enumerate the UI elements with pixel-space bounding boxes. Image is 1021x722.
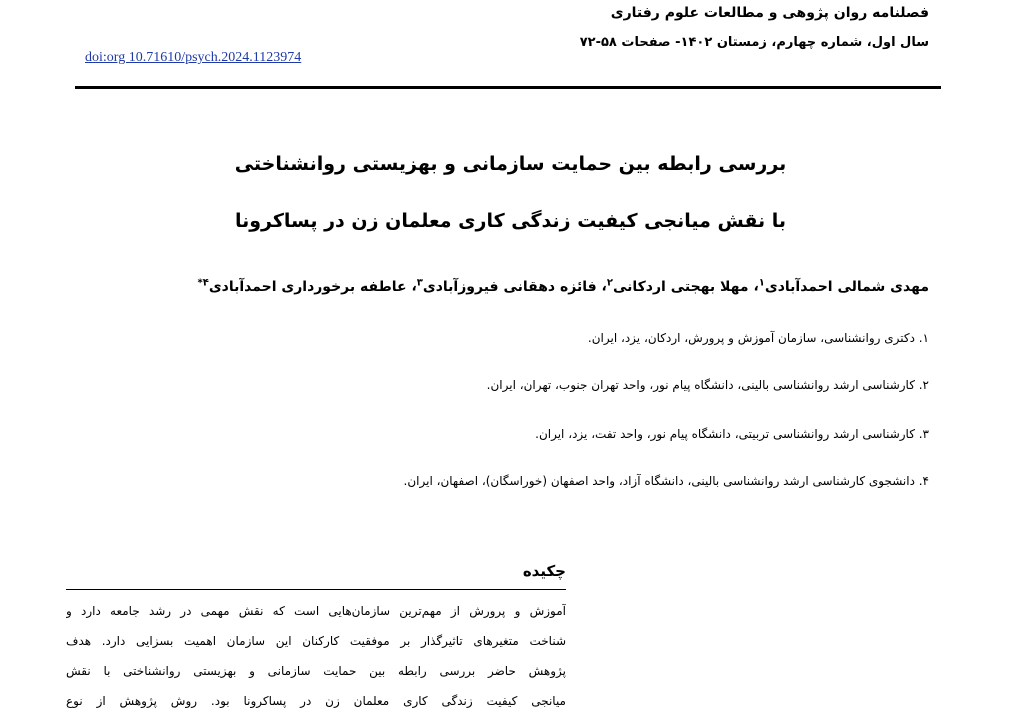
abstract-line: پژوهش حاضر بررسی رابطه بین حمایت سازمانی و بهزیستی روانشناختی با نقش bbox=[66, 664, 566, 678]
article-title-line-1: بررسی رابطه بین حمایت سازمانی و بهزیستی روانشناختی bbox=[234, 153, 787, 175]
issue-info: سال اول، شماره چهارم، زمستان ۱۴۰۲- صفحات ۵۸-۷۲ bbox=[579, 35, 929, 50]
abstract-divider bbox=[66, 589, 566, 590]
affiliation-3: ۳. کارشناسی ارشد روانشناسی تربیتی، دانشگاه پیام نور، واحد تفت، یزد، ایران. bbox=[535, 427, 929, 441]
abstract-body bbox=[66, 596, 566, 716]
abstract-line: میانجی کیفیت زندگی کاری معلمان زن در پساکرونا بود. روش پژوهش از نوع bbox=[66, 694, 566, 708]
author-list: مهدی شمالی احمدآبادی$^۱$، مهلا بهجتی اردکانی$^۲$، فائزه دهقانی فیروزآبادی$^۳$، عاطفه برخورداری احمدآبادی$^{۴*}$ bbox=[197, 277, 929, 295]
abstract-line: شناخت متغیرهای تاثیرگذار بر موفقیت کارکنان این سازمان اهمیت بسزایی دارد. هدف bbox=[66, 634, 566, 648]
author-3: فائزه دهقانی فیروزآبادی$^۳$ bbox=[416, 277, 597, 295]
affiliation-4: ۴. دانشجوی کارشناسی ارشد روانشناسی بالینی، دانشگاه آزاد، واحد اصفهان (خوراسگان)، اصفهان، ایران. bbox=[403, 474, 929, 488]
doi-link[interactable]: doi:org 10.71610/psych.2024.1123974 bbox=[85, 50, 302, 65]
abstract-heading: چکیده bbox=[522, 562, 566, 580]
article-title-line-2: با نقش میانجی کیفیت زندگی کاری معلمان زن در پساکرونا bbox=[234, 210, 787, 232]
author-2: مهلا بهجتی اردکانی$^۲$ bbox=[606, 277, 749, 295]
author-4: عاطفه برخورداری احمدآبادی$^{۴*}$ bbox=[197, 277, 407, 295]
abstract-line: آموزش و پرورش از مهم‌ترین سازمان‌هایی است که نقش مهمی در رشد جامعه دارد و bbox=[66, 604, 566, 618]
author-1: مهدی شمالی احمدآبادی$^۱$ bbox=[758, 277, 929, 295]
header-divider bbox=[75, 86, 941, 89]
affiliation-1: ۱. دکتری روانشناسی، سازمان آموزش و پرورش، اردکان، یزد، ایران. bbox=[587, 331, 929, 345]
affiliation-2: ۲. کارشناسی ارشد روانشناسی بالینی، دانشگاه پیام نور، واحد تهران جنوب، تهران، ایران. bbox=[486, 378, 929, 392]
journal-name: فصلنامه روان پژوهی و مطالعات علوم رفتاری bbox=[610, 5, 929, 21]
